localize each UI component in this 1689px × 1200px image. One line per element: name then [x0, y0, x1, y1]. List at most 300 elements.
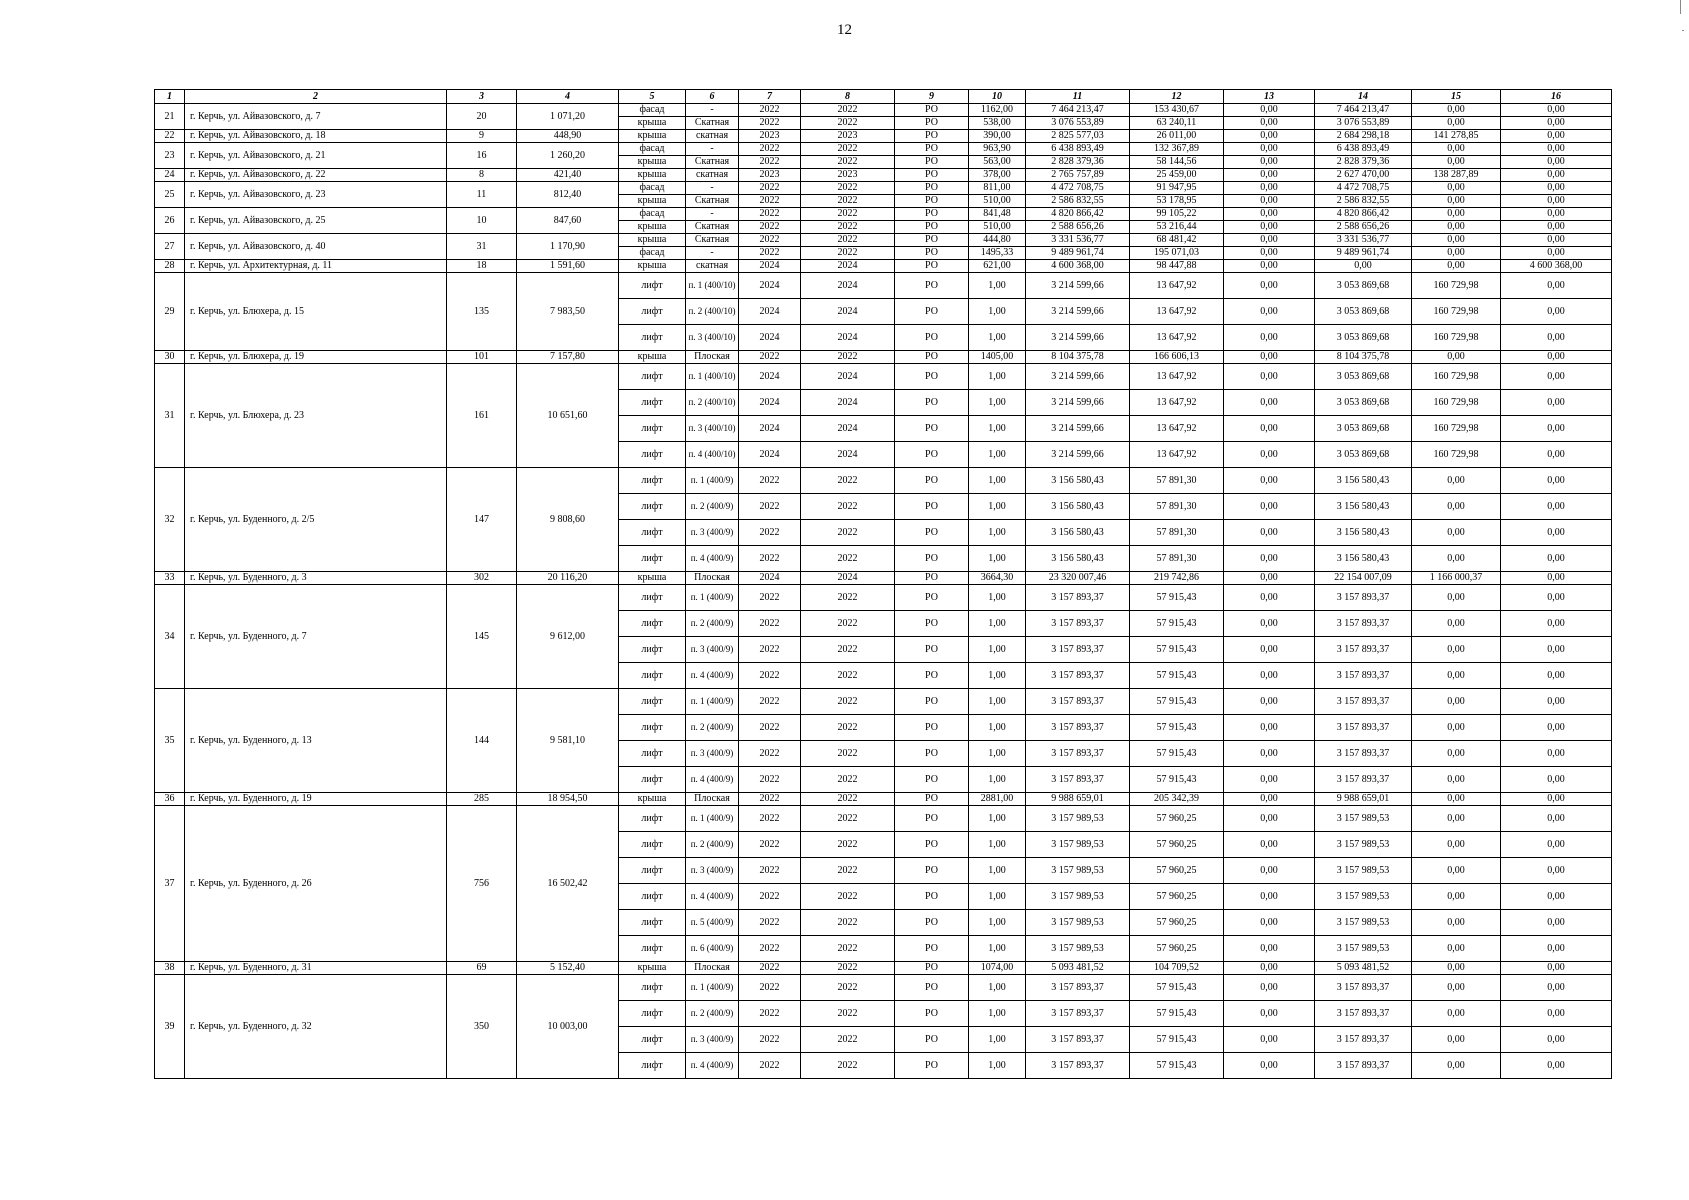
- volume: 1405,00: [969, 351, 1026, 364]
- element-type: п. 2 (400/9): [686, 832, 739, 858]
- year-start: 2022: [739, 637, 801, 663]
- executor: РО: [895, 182, 969, 195]
- element-type: п. 4 (400/10): [686, 442, 739, 468]
- element: лифт: [619, 806, 686, 832]
- other-funds: 0,00: [1501, 520, 1612, 546]
- owner-funds: 0,00: [1412, 975, 1501, 1001]
- table-row: [155, 689, 1612, 715]
- table-row: [155, 962, 1612, 975]
- element-type: п. 2 (400/10): [686, 299, 739, 325]
- volume: 621,00: [969, 260, 1026, 273]
- fund-cost: 0,00: [1224, 156, 1315, 169]
- executor: РО: [895, 585, 969, 611]
- cost-per-unit: 195 071,03: [1130, 247, 1224, 260]
- total-cost: 2 825 577,03: [1026, 130, 1130, 143]
- year-end: 2022: [801, 494, 895, 520]
- total-cost: 6 438 893,49: [1026, 143, 1130, 156]
- fund-cost: 0,00: [1224, 767, 1315, 793]
- owner-funds: 0,00: [1412, 247, 1501, 260]
- total-cost: 3 156 580,43: [1026, 494, 1130, 520]
- element: фасад: [619, 208, 686, 221]
- owner-funds: 0,00: [1412, 663, 1501, 689]
- other-funds: 0,00: [1501, 1001, 1612, 1027]
- executor: РО: [895, 494, 969, 520]
- fund-cost: 0,00: [1224, 741, 1315, 767]
- year-end: 2022: [801, 936, 895, 962]
- element: лифт: [619, 910, 686, 936]
- building-area: 421,40: [517, 169, 619, 182]
- volume: 1,00: [969, 546, 1026, 572]
- volume: 3664,30: [969, 572, 1026, 585]
- cost-per-unit: 53 178,95: [1130, 195, 1224, 208]
- table-row: [155, 260, 1612, 273]
- volume: 1,00: [969, 884, 1026, 910]
- regional-funds: 3 157 893,37: [1315, 1053, 1412, 1079]
- executor: РО: [895, 793, 969, 806]
- other-funds: 0,00: [1501, 442, 1612, 468]
- other-funds: 0,00: [1501, 858, 1612, 884]
- executor: РО: [895, 416, 969, 442]
- year-end: 2024: [801, 416, 895, 442]
- cost-per-unit: 53 216,44: [1130, 221, 1224, 234]
- element: крыша: [619, 221, 686, 234]
- owner-funds: 0,00: [1412, 611, 1501, 637]
- volume: 390,00: [969, 130, 1026, 143]
- year-end: 2024: [801, 273, 895, 299]
- year-end: 2024: [801, 364, 895, 390]
- other-funds: 0,00: [1501, 325, 1612, 351]
- cost-per-unit: 57 960,25: [1130, 936, 1224, 962]
- element: лифт: [619, 858, 686, 884]
- fund-cost: 0,00: [1224, 1001, 1315, 1027]
- other-funds: 0,00: [1501, 689, 1612, 715]
- year-start: 2022: [739, 117, 801, 130]
- total-cost: 3 157 893,37: [1026, 1027, 1130, 1053]
- fund-cost: 0,00: [1224, 910, 1315, 936]
- total-cost: 3 156 580,43: [1026, 468, 1130, 494]
- volume: 1,00: [969, 325, 1026, 351]
- executor: РО: [895, 689, 969, 715]
- address-cell: г. Керчь, ул. Айвазовского, д. 18: [185, 130, 447, 143]
- executor: РО: [895, 1053, 969, 1079]
- element: крыша: [619, 962, 686, 975]
- header-cell: 13: [1224, 90, 1315, 104]
- year-end: 2022: [801, 1001, 895, 1027]
- element: лифт: [619, 832, 686, 858]
- total-cost: 8 104 375,78: [1026, 351, 1130, 364]
- building-area: 5 152,40: [517, 962, 619, 975]
- regional-funds: 3 053 869,68: [1315, 299, 1412, 325]
- cost-per-unit: 57 915,43: [1130, 1053, 1224, 1079]
- executor: РО: [895, 364, 969, 390]
- year-start: 2023: [739, 169, 801, 182]
- apartments-count: 147: [447, 468, 517, 572]
- header-cell: 16: [1501, 90, 1612, 104]
- row-number: 32: [155, 468, 185, 572]
- year-start: 2022: [739, 104, 801, 117]
- cost-per-unit: 13 647,92: [1130, 390, 1224, 416]
- regional-funds: 3 157 989,53: [1315, 806, 1412, 832]
- element: крыша: [619, 156, 686, 169]
- volume: 1,00: [969, 390, 1026, 416]
- element-type: п. 1 (400/9): [686, 689, 739, 715]
- other-funds: 0,00: [1501, 104, 1612, 117]
- year-start: 2022: [739, 247, 801, 260]
- cost-per-unit: 13 647,92: [1130, 416, 1224, 442]
- year-end: 2024: [801, 572, 895, 585]
- regional-funds: 2 828 379,36: [1315, 156, 1412, 169]
- other-funds: 0,00: [1501, 585, 1612, 611]
- cost-per-unit: 98 447,88: [1130, 260, 1224, 273]
- element-type: п. 2 (400/10): [686, 390, 739, 416]
- other-funds: 0,00: [1501, 156, 1612, 169]
- element-type: скатная: [686, 169, 739, 182]
- total-cost: 23 320 007,46: [1026, 572, 1130, 585]
- other-funds: 0,00: [1501, 546, 1612, 572]
- regional-funds: 2 684 298,18: [1315, 130, 1412, 143]
- table-row: [155, 793, 1612, 806]
- other-funds: 0,00: [1501, 247, 1612, 260]
- element: лифт: [619, 637, 686, 663]
- scan-mark: [1680, 0, 1681, 14]
- other-funds: 0,00: [1501, 936, 1612, 962]
- table-row: [155, 585, 1612, 611]
- executor: РО: [895, 195, 969, 208]
- apartments-count: 20: [447, 104, 517, 130]
- table-row: [155, 169, 1612, 182]
- scan-mark: [1682, 30, 1684, 31]
- fund-cost: 0,00: [1224, 416, 1315, 442]
- building-area: 10 651,60: [517, 364, 619, 468]
- owner-funds: 1 166 000,37: [1412, 572, 1501, 585]
- cost-per-unit: 57 915,43: [1130, 767, 1224, 793]
- apartments-count: 11: [447, 182, 517, 208]
- apartments-count: 285: [447, 793, 517, 806]
- total-cost: 3 214 599,66: [1026, 325, 1130, 351]
- owner-funds: 0,00: [1412, 715, 1501, 741]
- other-funds: 0,00: [1501, 572, 1612, 585]
- other-funds: 0,00: [1501, 975, 1612, 1001]
- regional-funds: 3 157 989,53: [1315, 858, 1412, 884]
- owner-funds: 0,00: [1412, 182, 1501, 195]
- table-row: [155, 208, 1612, 221]
- year-end: 2022: [801, 546, 895, 572]
- fund-cost: 0,00: [1224, 351, 1315, 364]
- total-cost: 3 156 580,43: [1026, 546, 1130, 572]
- row-number: 38: [155, 962, 185, 975]
- apartments-count: 145: [447, 585, 517, 689]
- building-area: 1 591,60: [517, 260, 619, 273]
- year-start: 2022: [739, 936, 801, 962]
- executor: РО: [895, 832, 969, 858]
- year-start: 2022: [739, 793, 801, 806]
- cost-per-unit: 57 915,43: [1130, 1027, 1224, 1053]
- other-funds: 0,00: [1501, 663, 1612, 689]
- address-cell: г. Керчь, ул. Айвазовского, д. 40: [185, 234, 447, 260]
- regional-funds: 8 104 375,78: [1315, 351, 1412, 364]
- executor: РО: [895, 260, 969, 273]
- cost-per-unit: 63 240,11: [1130, 117, 1224, 130]
- year-end: 2023: [801, 169, 895, 182]
- year-start: 2024: [739, 364, 801, 390]
- owner-funds: 160 729,98: [1412, 364, 1501, 390]
- fund-cost: 0,00: [1224, 585, 1315, 611]
- cost-per-unit: 58 144,56: [1130, 156, 1224, 169]
- building-area: 1 170,90: [517, 234, 619, 260]
- total-cost: 7 464 213,47: [1026, 104, 1130, 117]
- other-funds: 0,00: [1501, 143, 1612, 156]
- volume: 1,00: [969, 741, 1026, 767]
- total-cost: 3 214 599,66: [1026, 442, 1130, 468]
- element-type: п. 3 (400/9): [686, 741, 739, 767]
- cost-per-unit: 57 915,43: [1130, 715, 1224, 741]
- apartments-count: 350: [447, 975, 517, 1079]
- year-end: 2022: [801, 585, 895, 611]
- regional-funds: 3 053 869,68: [1315, 390, 1412, 416]
- owner-funds: 0,00: [1412, 195, 1501, 208]
- owner-funds: 0,00: [1412, 143, 1501, 156]
- element-type: Плоская: [686, 572, 739, 585]
- year-end: 2022: [801, 741, 895, 767]
- cost-per-unit: 57 915,43: [1130, 741, 1224, 767]
- element: лифт: [619, 364, 686, 390]
- other-funds: 0,00: [1501, 273, 1612, 299]
- building-area: 20 116,20: [517, 572, 619, 585]
- regional-funds: 3 157 893,37: [1315, 741, 1412, 767]
- other-funds: 0,00: [1501, 208, 1612, 221]
- volume: 811,00: [969, 182, 1026, 195]
- cost-per-unit: 57 960,25: [1130, 858, 1224, 884]
- year-start: 2022: [739, 910, 801, 936]
- year-end: 2022: [801, 975, 895, 1001]
- owner-funds: 0,00: [1412, 260, 1501, 273]
- owner-funds: 160 729,98: [1412, 325, 1501, 351]
- header-row: [155, 90, 1612, 104]
- row-number: 24: [155, 169, 185, 182]
- executor: РО: [895, 520, 969, 546]
- fund-cost: 0,00: [1224, 936, 1315, 962]
- regional-funds: 22 154 007,09: [1315, 572, 1412, 585]
- volume: 1,00: [969, 364, 1026, 390]
- executor: РО: [895, 611, 969, 637]
- owner-funds: 0,00: [1412, 767, 1501, 793]
- apartments-count: 101: [447, 351, 517, 364]
- fund-cost: 0,00: [1224, 208, 1315, 221]
- volume: 1,00: [969, 832, 1026, 858]
- year-start: 2022: [739, 520, 801, 546]
- volume: 2881,00: [969, 793, 1026, 806]
- owner-funds: 0,00: [1412, 1053, 1501, 1079]
- address-cell: г. Керчь, ул. Айвазовского, д. 25: [185, 208, 447, 234]
- element-type: п. 2 (400/9): [686, 611, 739, 637]
- row-number: 26: [155, 208, 185, 234]
- element-type: п. 1 (400/9): [686, 806, 739, 832]
- element: лифт: [619, 715, 686, 741]
- fund-cost: 0,00: [1224, 975, 1315, 1001]
- element-type: скатная: [686, 260, 739, 273]
- fund-cost: 0,00: [1224, 104, 1315, 117]
- year-end: 2023: [801, 130, 895, 143]
- regional-funds: 3 053 869,68: [1315, 273, 1412, 299]
- year-start: 2024: [739, 260, 801, 273]
- owner-funds: 0,00: [1412, 234, 1501, 247]
- volume: 841,48: [969, 208, 1026, 221]
- executor: РО: [895, 169, 969, 182]
- other-funds: 0,00: [1501, 364, 1612, 390]
- owner-funds: 0,00: [1412, 962, 1501, 975]
- total-cost: 3 157 989,53: [1026, 858, 1130, 884]
- cost-per-unit: 153 430,67: [1130, 104, 1224, 117]
- address-cell: г. Керчь, ул. Буденного, д. 7: [185, 585, 447, 689]
- year-start: 2022: [739, 1053, 801, 1079]
- total-cost: 3 157 893,37: [1026, 715, 1130, 741]
- volume: 1,00: [969, 611, 1026, 637]
- other-funds: 0,00: [1501, 117, 1612, 130]
- address-cell: г. Керчь, ул. Айвазовского, д. 21: [185, 143, 447, 169]
- year-end: 2022: [801, 884, 895, 910]
- owner-funds: 160 729,98: [1412, 442, 1501, 468]
- other-funds: 0,00: [1501, 234, 1612, 247]
- year-end: 2022: [801, 1027, 895, 1053]
- building-area: 9 581,10: [517, 689, 619, 793]
- page-number: 12: [837, 22, 852, 38]
- owner-funds: 0,00: [1412, 689, 1501, 715]
- row-number: 29: [155, 273, 185, 351]
- owner-funds: 0,00: [1412, 208, 1501, 221]
- year-end: 2022: [801, 221, 895, 234]
- element: лифт: [619, 520, 686, 546]
- fund-cost: 0,00: [1224, 143, 1315, 156]
- header-cell: 9: [895, 90, 969, 104]
- regional-funds: 6 438 893,49: [1315, 143, 1412, 156]
- executor: РО: [895, 806, 969, 832]
- year-end: 2022: [801, 234, 895, 247]
- fund-cost: 0,00: [1224, 572, 1315, 585]
- volume: 1495,33: [969, 247, 1026, 260]
- element-type: Плоская: [686, 351, 739, 364]
- fund-cost: 0,00: [1224, 468, 1315, 494]
- executor: РО: [895, 273, 969, 299]
- cost-per-unit: 205 342,39: [1130, 793, 1224, 806]
- volume: 1,00: [969, 520, 1026, 546]
- cost-per-unit: 57 891,30: [1130, 520, 1224, 546]
- owner-funds: 0,00: [1412, 806, 1501, 832]
- apartments-count: 756: [447, 806, 517, 962]
- fund-cost: 0,00: [1224, 442, 1315, 468]
- address-cell: г. Керчь, ул. Буденного, д. 26: [185, 806, 447, 962]
- element-type: п. 3 (400/9): [686, 637, 739, 663]
- owner-funds: 0,00: [1412, 858, 1501, 884]
- element-type: -: [686, 247, 739, 260]
- executor: РО: [895, 1027, 969, 1053]
- owner-funds: 0,00: [1412, 741, 1501, 767]
- element: крыша: [619, 117, 686, 130]
- element-type: скатная: [686, 130, 739, 143]
- building-area: 9 808,60: [517, 468, 619, 572]
- volume: 563,00: [969, 156, 1026, 169]
- cost-per-unit: 57 960,25: [1130, 806, 1224, 832]
- executor: РО: [895, 143, 969, 156]
- apartments-count: 135: [447, 273, 517, 351]
- volume: 963,90: [969, 143, 1026, 156]
- other-funds: 0,00: [1501, 910, 1612, 936]
- regional-funds: 3 157 893,37: [1315, 767, 1412, 793]
- cost-per-unit: 57 915,43: [1130, 1001, 1224, 1027]
- element: крыша: [619, 351, 686, 364]
- year-end: 2024: [801, 299, 895, 325]
- fund-cost: 0,00: [1224, 884, 1315, 910]
- regional-funds: 3 156 580,43: [1315, 546, 1412, 572]
- year-start: 2022: [739, 1027, 801, 1053]
- regional-funds: 7 464 213,47: [1315, 104, 1412, 117]
- cost-per-unit: 57 915,43: [1130, 611, 1224, 637]
- element-type: Скатная: [686, 234, 739, 247]
- executor: РО: [895, 442, 969, 468]
- year-start: 2022: [739, 858, 801, 884]
- year-start: 2022: [739, 611, 801, 637]
- building-area: 847,60: [517, 208, 619, 234]
- building-area: 448,90: [517, 130, 619, 143]
- element-type: п. 4 (400/9): [686, 546, 739, 572]
- volume: 1,00: [969, 767, 1026, 793]
- other-funds: 0,00: [1501, 832, 1612, 858]
- cost-per-unit: 57 915,43: [1130, 663, 1224, 689]
- regional-funds: 4 820 866,42: [1315, 208, 1412, 221]
- element: лифт: [619, 273, 686, 299]
- volume: 1,00: [969, 494, 1026, 520]
- row-number: 23: [155, 143, 185, 169]
- year-start: 2024: [739, 299, 801, 325]
- regional-funds: 3 157 989,53: [1315, 910, 1412, 936]
- building-area: 7 157,80: [517, 351, 619, 364]
- element: лифт: [619, 585, 686, 611]
- year-end: 2022: [801, 858, 895, 884]
- table-row: [155, 572, 1612, 585]
- volume: 378,00: [969, 169, 1026, 182]
- regional-funds: 3 157 893,37: [1315, 585, 1412, 611]
- owner-funds: 0,00: [1412, 351, 1501, 364]
- row-number: 36: [155, 793, 185, 806]
- fund-cost: 0,00: [1224, 234, 1315, 247]
- address-cell: г. Керчь, ул. Айвазовского, д. 7: [185, 104, 447, 130]
- element-type: -: [686, 208, 739, 221]
- year-start: 2022: [739, 689, 801, 715]
- total-cost: 4 820 866,42: [1026, 208, 1130, 221]
- year-end: 2022: [801, 208, 895, 221]
- regional-funds: 3 157 989,53: [1315, 832, 1412, 858]
- building-area: 18 954,50: [517, 793, 619, 806]
- other-funds: 0,00: [1501, 195, 1612, 208]
- regional-funds: 3 156 580,43: [1315, 468, 1412, 494]
- building-area: 10 003,00: [517, 975, 619, 1079]
- year-end: 2022: [801, 468, 895, 494]
- element: крыша: [619, 260, 686, 273]
- element-type: п. 5 (400/9): [686, 910, 739, 936]
- year-end: 2024: [801, 442, 895, 468]
- year-start: 2022: [739, 156, 801, 169]
- fund-cost: 0,00: [1224, 299, 1315, 325]
- address-cell: г. Керчь, ул. Блюхера, д. 23: [185, 364, 447, 468]
- element: лифт: [619, 767, 686, 793]
- other-funds: 0,00: [1501, 390, 1612, 416]
- owner-funds: 0,00: [1412, 1001, 1501, 1027]
- owner-funds: 0,00: [1412, 494, 1501, 520]
- owner-funds: 160 729,98: [1412, 299, 1501, 325]
- row-number: 35: [155, 689, 185, 793]
- fund-cost: 0,00: [1224, 962, 1315, 975]
- year-end: 2022: [801, 793, 895, 806]
- executor: РО: [895, 234, 969, 247]
